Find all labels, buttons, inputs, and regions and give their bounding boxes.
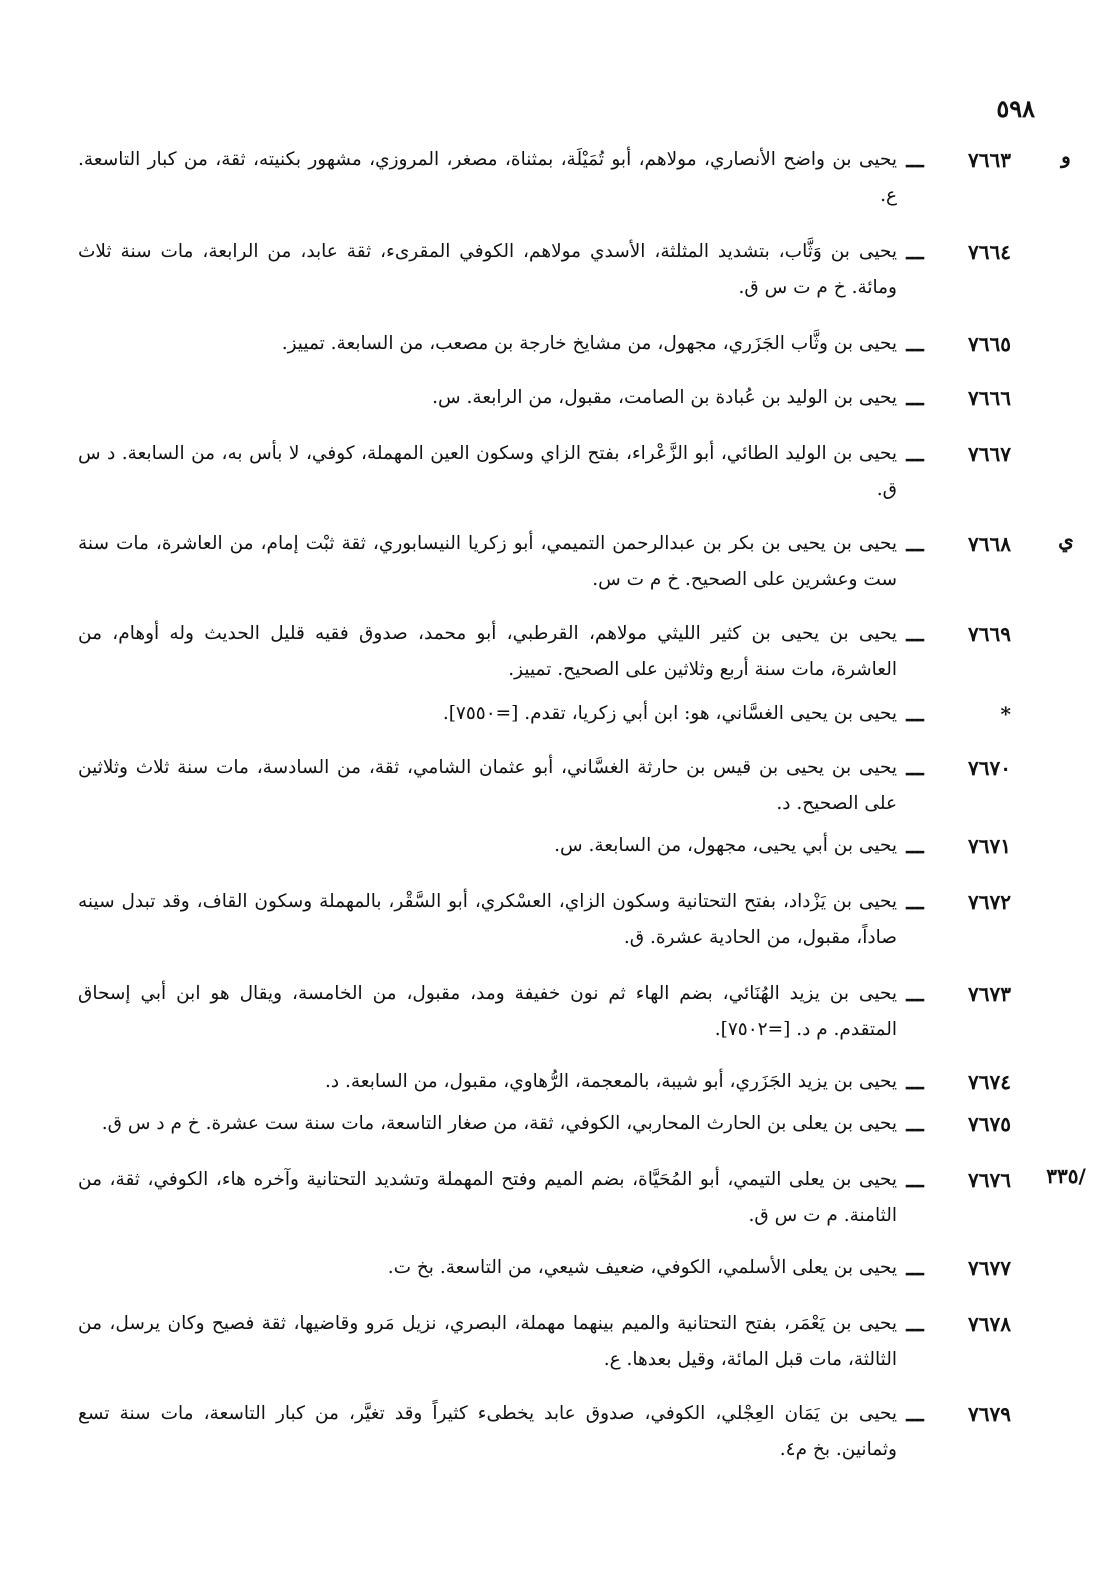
entry-number: ٧٦٧٣ bbox=[968, 982, 1011, 1006]
entry-text: يحيى بن يحيى بن قيس بن حارثة الغسَّاني، أبو عثمان الشامي، ثقة، من السادسة، مات سنة ثلاث وثلاثين على الصحيح. د. bbox=[78, 757, 897, 814]
entry-number: ٧٦٧٤ bbox=[968, 1070, 1011, 1094]
entry-number: ٧٦٦٥ bbox=[968, 332, 1011, 356]
entry-text: يحيى بن يعلى الأسلمي، الكوفي، ضعيف شيعي، من التاسعة. بخ ت. bbox=[387, 1257, 897, 1278]
entry-text: يحيى بن يَمَان العِجْلي، الكوفي، صدوق عابد يخطىء كثيراً وقد تغيَّر، من كبار التاسعة، مات سنة تسع وثمانين. بخ م٤. bbox=[78, 1403, 897, 1460]
entry bbox=[0, 234, 1113, 306]
entry-text: يحيى بن يَعْمَر، بفتح التحتانية والميم بينهما مهملة، البصري، نزيل مَرو وقاضيها، ثقة فصيح وكان يرسل، من الثالثة، مات قبل المائة، وقيل بعدها. ع. bbox=[78, 1313, 897, 1370]
entry bbox=[0, 142, 1113, 214]
entry bbox=[0, 1162, 1113, 1234]
entry-number: ٧٦٦٨ bbox=[968, 532, 1011, 556]
entry-number: * bbox=[1000, 702, 1011, 726]
entry-text: يحيى بن يحيى بن كثير الليثي مولاهم، القرطبي، أبو محمد، صدوق فقيه قليل الحديث وله أوهام، من العاشرة، مات سنة أربع وثلاثين على الصحيح. تمييز. bbox=[78, 623, 897, 680]
entry bbox=[0, 1396, 1113, 1468]
entry-dash: ـــ bbox=[906, 240, 924, 264]
entry-number: ٧٦٧٥ bbox=[968, 1112, 1011, 1136]
entry-number: ٧٦٦٧ bbox=[968, 442, 1011, 466]
entry-dash: ـــ bbox=[906, 1070, 924, 1094]
entry bbox=[0, 436, 1113, 508]
entry bbox=[0, 616, 1113, 688]
entry bbox=[0, 1250, 1113, 1286]
entry bbox=[0, 1064, 1113, 1100]
entry-dash: ـــ bbox=[906, 756, 924, 780]
entry-dash: ـــ bbox=[906, 890, 924, 914]
entry-dash: ـــ bbox=[906, 1112, 924, 1136]
entry-number: ٧٦٧٢ bbox=[968, 890, 1011, 914]
entry-text: يحيى بن واضح الأنصاري، مولاهم، أبو تُمَيْلَة، بمثناة، مصغر، المروزي، مشهور بكنيته، ثقة، من كبار التاسعة. ع. bbox=[78, 149, 897, 206]
entry-number: ٧٦٧١ bbox=[968, 834, 1011, 858]
entry-text: يحيى بن وَثَّاب، بتشديد المثلثة، الأسدي مولاهم، الكوفي المقرىء، ثقة عابد، من الرابعة، مات سنة ثلاث ومائة. خ م ت س ق. bbox=[78, 241, 897, 298]
entry-dash: ـــ bbox=[906, 834, 924, 858]
entry-dash: ـــ bbox=[906, 1168, 924, 1192]
entry bbox=[0, 1106, 1113, 1142]
entry bbox=[0, 750, 1113, 822]
entry-text: يحيى بن وثَّاب الجَزَري، مجهول، من مشايخ خارجة بن مصعب، من السابعة. تمييز. bbox=[281, 333, 897, 354]
entry-dash: ـــ bbox=[906, 332, 924, 356]
entry bbox=[0, 526, 1113, 598]
entry-text: يحيى بن أبي يحيى، مجهول، من السابعة. س. bbox=[554, 835, 897, 856]
entry bbox=[0, 1306, 1113, 1378]
entry-text: يحيى بن يَزْداد، بفتح التحتانية وسكون الزاي، العسْكري، أبو السَّقْر، بالمهملة وسكون القاف، وقد تبدل سينه صاداً، مقبول، من الحادية عشرة. ق. bbox=[78, 891, 897, 948]
entry-text: يحيى بن يحيى بن بكر بن عبدالرحمن التميمي، أبو زكريا النيسابوري، ثقة ثبْت إمام، من العاشرة، مات سنة ست وعشرين على الصحيح. خ م ت س. bbox=[78, 533, 897, 590]
entry-text: يحيى بن يزيد الجَزَري، أبو شيبة، بالمعجمة، الرُّهاوي، مقبول، من السابعة. د. bbox=[325, 1071, 897, 1092]
entry-dash: ـــ bbox=[906, 148, 924, 172]
entry-dash: ـــ bbox=[906, 1402, 924, 1426]
margin-mark: /٣٣٥ bbox=[1046, 1164, 1086, 1188]
entry-number: ٧٦٦٤ bbox=[968, 240, 1011, 264]
entry-text: يحيى بن يعلى التيمي، أبو المُحَيَّاة، بضم الميم وفتح المهملة وتشديد التحتانية وآخره هاء، الكوفي، ثقة، من الثامنة. م ت س ق. bbox=[78, 1169, 897, 1226]
entry-number: ٧٦٧٨ bbox=[968, 1312, 1011, 1336]
entry-text: يحيى بن الوليد الطائي، أبو الزَّعْراء، بفتح الزاي وسكون العين المهملة، كوفي، لا بأس به، من السابعة. د س ق. bbox=[78, 443, 897, 500]
entry-dash: ـــ bbox=[906, 982, 924, 1006]
entry-text: يحيى بن يعلى بن الحارث المحاربي، الكوفي، ثقة، من صغار التاسعة، مات سنة ست عشرة. خ م د س ق. bbox=[101, 1113, 897, 1134]
entry bbox=[0, 828, 1113, 864]
biographical-entries bbox=[0, 142, 1113, 1468]
entry-dash: ـــ bbox=[906, 1256, 924, 1280]
entry-number: ٧٦٦٣ bbox=[968, 148, 1011, 172]
entry bbox=[0, 380, 1113, 416]
entry-dash: ـــ bbox=[906, 702, 924, 726]
entry-number: ٧٦٦٩ bbox=[968, 622, 1011, 646]
entry-number: ٧٦٧٦ bbox=[968, 1168, 1011, 1192]
margin-mark: و bbox=[1061, 144, 1071, 168]
entry bbox=[0, 884, 1113, 956]
page-number: ٥٩٨ bbox=[996, 94, 1035, 123]
entry-dash: ـــ bbox=[906, 622, 924, 646]
entry-text: يحيى بن يحيى الغسَّاني، هو: ابن أبي زكريا، تقدم. [=٧٥٥٠]. bbox=[442, 703, 897, 724]
entry-number: ٧٦٧٧ bbox=[968, 1256, 1011, 1280]
entry bbox=[0, 976, 1113, 1048]
entry-text: يحيى بن الوليد بن عُبادة بن الصامت، مقبول، من الرابعة. س. bbox=[432, 387, 897, 408]
entry-dash: ـــ bbox=[906, 442, 924, 466]
entry bbox=[0, 696, 1113, 732]
margin-mark: ي bbox=[1058, 528, 1074, 552]
entry-dash: ـــ bbox=[906, 386, 924, 410]
entry bbox=[0, 326, 1113, 362]
entry-dash: ـــ bbox=[906, 532, 924, 556]
entry-number: ٧٦٧٠ bbox=[968, 756, 1011, 780]
entry-text: يحيى بن يزيد الهُنَائي، بضم الهاء ثم نون خفيفة ومد، مقبول، من الخامسة، ويقال هو ابن أبي إسحاق المتقدم. م د. [=٧٥٠٢]. bbox=[78, 983, 897, 1040]
entry-dash: ـــ bbox=[906, 1312, 924, 1336]
entry-number: ٧٦٦٦ bbox=[968, 386, 1011, 410]
entry-number: ٧٦٧٩ bbox=[968, 1402, 1011, 1426]
